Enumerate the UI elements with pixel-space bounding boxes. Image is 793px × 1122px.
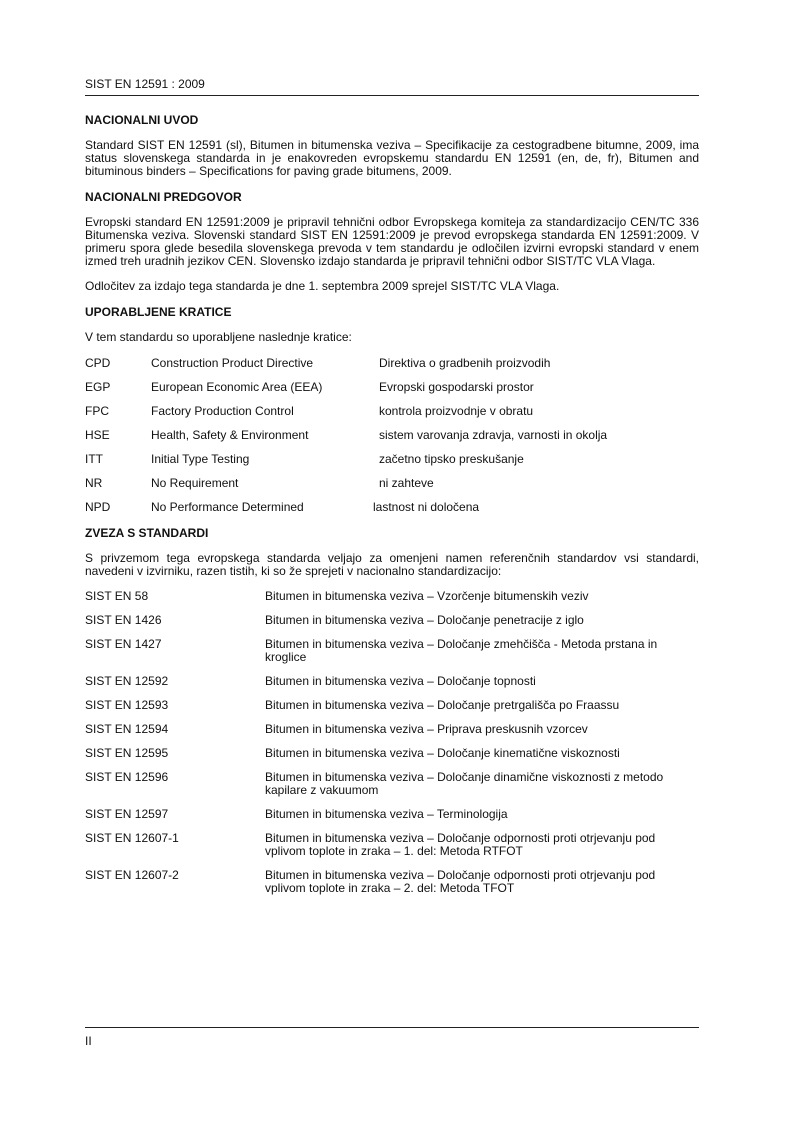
standard-code: SIST EN 12607-2	[85, 868, 179, 882]
abbreviation-code: NR	[85, 476, 103, 490]
standard-title: Bitumen in bitumenska veziva – Določanje odpornosti proti otrjevanju pod vplivom toplote in zraka – 1. del: Metoda RTFOT	[265, 831, 656, 858]
standard-code: SIST EN 12594	[85, 722, 169, 736]
paragraph: S privzemom tega evropskega standarda veljajo za omenjeni namen referenčnih standardov vsi standardi, navedeni v izvirniku, razen tistih, ki so že sprejeti v nacionalno standardizacijo:	[85, 551, 699, 578]
standard-row	[85, 638, 699, 664]
paragraph: V tem standardu so uporabljene naslednje kratice:	[85, 330, 352, 344]
standard-row	[85, 723, 699, 736]
abbreviation-slovene: Direktiva o gradbenih proizvodih	[379, 356, 551, 370]
section-nacionalni-uvod	[85, 113, 699, 178]
abbreviation-row	[85, 476, 699, 500]
standard-title: Bitumen in bitumenska veziva – Določanje penetracije z iglo	[265, 613, 584, 627]
standard-code: SIST EN 12593	[85, 698, 169, 712]
footer-rule	[85, 1027, 699, 1028]
paragraph: Standard SIST EN 12591 (sl), Bitumen in bitumenska veziva – Specifikacije za cestogradbene bitumne, 2009, ima status slovenskega standarda in je enakovreden evropskemu standardu EN 12591 (en, de, fr), Bitumen and bituminous binders – Specifications for paving grade bitumens, 2009.	[85, 138, 699, 178]
page-number: II	[85, 1034, 92, 1048]
standard-code: SIST EN 12597	[85, 807, 169, 821]
standard-title: Bitumen in bitumenska veziva – Določanje kinematične viskoznosti	[265, 746, 620, 760]
standard-row	[85, 832, 699, 858]
section-heading: UPORABLJENE KRATICE	[85, 305, 232, 319]
section-heading: ZVEZA S STANDARDI	[85, 526, 209, 540]
abbreviation-slovene: sistem varovanja zdravja, varnosti in okolja	[379, 428, 608, 442]
abbreviation-english: No Requirement	[151, 476, 239, 490]
standard-title: Bitumen in bitumenska veziva – Vzorčenje bitumenskih veziv	[265, 589, 589, 603]
standard-code: SIST EN 12595	[85, 746, 169, 760]
abbreviation-slovene: lastnost ni določena	[373, 500, 480, 514]
standard-title: Bitumen in bitumenska veziva – Priprava preskusnih vzorcev	[265, 722, 588, 736]
standard-row	[85, 869, 699, 895]
standard-title: Bitumen in bitumenska veziva – Določanje topnosti	[265, 674, 536, 688]
standard-row	[85, 808, 699, 821]
abbreviation-code: FPC	[85, 404, 109, 418]
abbreviation-row	[85, 500, 699, 524]
standard-title: Bitumen in bitumenska veziva – Določanje pretrgališča po Fraassu	[265, 698, 620, 712]
standard-row	[85, 614, 699, 627]
standard-row	[85, 590, 699, 603]
paragraph: Evropski standard EN 12591:2009 je pripravil tehnični odbor Evropskega komiteja za standardizacijo CEN/TC 336 Bitumenska veziva. Slovenski standard SIST EN 12591:2009 je prevod evropskega standarda EN 12591:2009. V primeru spora glede besedila slovenskega prevoda v tem standardu je odločilen izvirni evropski standard v enem izmed treh uradnih jezikov CEN. Slovensko izdajo standarda je pripravil tehnični odbor SIST/TC VLA Vlaga.	[85, 215, 699, 268]
abbreviation-english: No Performance Determined	[151, 500, 304, 514]
header-rule	[85, 95, 699, 96]
standard-code: SIST EN 1426	[85, 613, 162, 627]
abbreviation-english: Construction Product Directive	[151, 356, 314, 370]
standard-code: SIST EN 12592	[85, 674, 169, 688]
section-heading: NACIONALNI UVOD	[85, 113, 199, 127]
abbreviation-row	[85, 380, 699, 404]
abbreviation-code: HSE	[85, 428, 110, 442]
section-nacionalni-predgovor	[85, 190, 699, 293]
section-uporabljene-kratice	[85, 305, 699, 524]
standard-row	[85, 699, 699, 712]
standard-title: Bitumen in bitumenska veziva – Terminologija	[265, 807, 508, 821]
abbreviation-code: EGP	[85, 380, 111, 394]
abbreviation-slovene: Evropski gospodarski prostor	[379, 380, 534, 394]
abbreviation-english: European Economic Area (EEA)	[151, 380, 323, 394]
abbreviation-slovene: ni zahteve	[379, 476, 434, 490]
document-id-header: SIST EN 12591 : 2009	[85, 77, 205, 91]
abbreviation-code: NPD	[85, 500, 111, 514]
standard-row	[85, 771, 699, 797]
standard-code: SIST EN 12607-1	[85, 831, 179, 845]
standard-row	[85, 747, 699, 760]
abbreviation-row	[85, 404, 699, 428]
standard-code: SIST EN 58	[85, 589, 149, 603]
abbreviation-row	[85, 356, 699, 380]
abbreviation-slovene: kontrola proizvodnje v obratu	[379, 404, 534, 418]
abbreviation-code: CPD	[85, 356, 111, 370]
section-heading: NACIONALNI PREDGOVOR	[85, 190, 242, 204]
abbreviation-row	[85, 452, 699, 476]
abbreviations-table	[85, 356, 699, 524]
abbreviation-english: Factory Production Control	[151, 404, 294, 418]
standards-list	[85, 590, 699, 895]
abbreviation-code: ITT	[85, 452, 103, 466]
standard-title: Bitumen in bitumenska veziva – Določanje dinamične viskoznosti z metodo kapilare z vakuumom	[265, 770, 664, 797]
abbreviation-slovene: začetno tipsko preskušanje	[379, 452, 524, 466]
standard-title: Bitumen in bitumenska veziva – Določanje zmehčišča - Metoda prstana in kroglice	[265, 637, 658, 664]
abbreviation-english: Health, Safety & Environment	[151, 428, 309, 442]
standard-row	[85, 675, 699, 688]
standard-title: Bitumen in bitumenska veziva – Določanje odpornosti proti otrjevanju pod vplivom toplote in zraka – 2. del: Metoda TFOT	[265, 868, 656, 895]
standard-code: SIST EN 1427	[85, 637, 162, 651]
abbreviation-english: Initial Type Testing	[151, 452, 250, 466]
section-zveza-s-standardi	[85, 526, 699, 895]
document-page	[85, 0, 699, 1122]
abbreviation-row	[85, 428, 699, 452]
page-content	[85, 113, 699, 906]
paragraph: Odločitev za izdajo tega standarda je dne 1. septembra 2009 sprejel SIST/TC VLA Vlaga.	[85, 279, 560, 293]
standard-code: SIST EN 12596	[85, 770, 169, 784]
